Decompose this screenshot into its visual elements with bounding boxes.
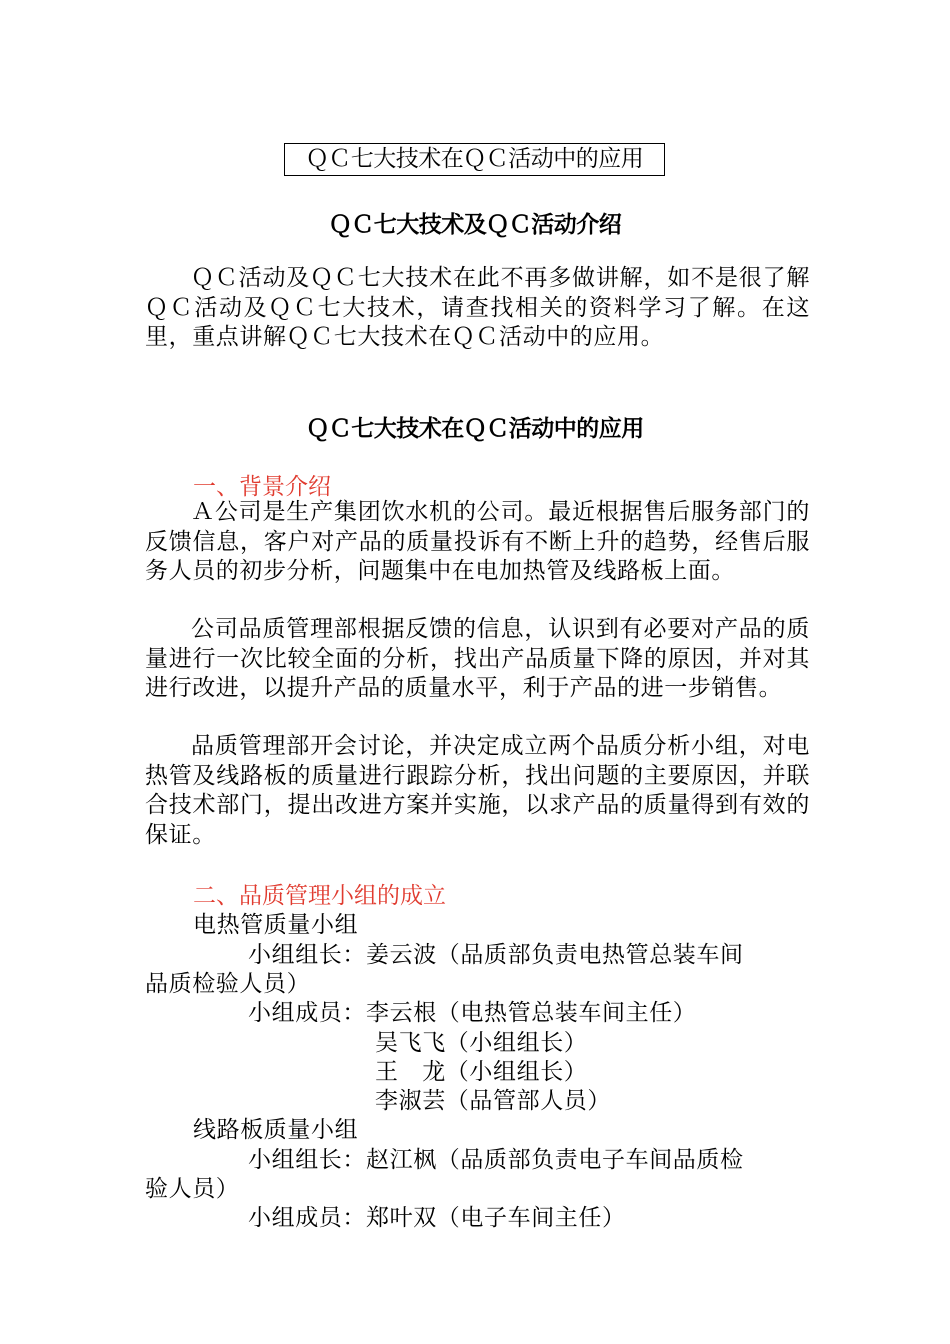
group2-name: 线路板质量小组 <box>193 1117 359 1143</box>
group1-name: 电热管质量小组 <box>193 912 359 938</box>
section1-paragraph-2: 公司品质管理部根据反馈的信息，认识到有必要对产品的质量进行一次比较全面的分析，找出产品质量下降的原因，并对其进行改进，以提升产品的质量水平，利于产品的进一步销售。 <box>145 616 810 701</box>
group1-members-line: 小组成员：李云根（电热管总装车间主任） <box>248 1000 697 1026</box>
group2-leader-line2: 验人员） <box>145 1176 240 1202</box>
group1-member-3: 王 龙（小组组长） <box>375 1059 588 1085</box>
boxed-document-title: ＱＣ七大技术在ＱＣ活动中的应用 <box>284 143 665 176</box>
section1-title: 一、背景介绍 <box>193 474 331 500</box>
section1-paragraph-3: 品质管理部开会讨论，并决定成立两个品质分析小组，对电热管及线路板的质量进行跟踪分析，找出问题的主要原因，并联合技术部门，提出改进方案并实施，以求产品的质量得到有效的保证。 <box>145 733 810 848</box>
section2-title: 二、品质管理小组的成立 <box>193 883 446 909</box>
group1-leader-line2: 品质检验人员） <box>145 971 311 997</box>
group1-member-4: 李淑芸（品管部人员） <box>375 1088 611 1114</box>
intro-paragraph: ＱＣ活动及ＱＣ七大技术在此不再多做讲解，如不是很了解ＱＣ活动及ＱＣ七大技术，请查找相关的资料学习了解。在这里，重点讲解ＱＣ七大技术在ＱＣ活动中的应用。 <box>145 265 810 350</box>
group2-members-line: 小组成员：郑叶双（电子车间主任） <box>248 1205 626 1231</box>
group1-member-2: 吴飞飞（小组组长） <box>375 1030 588 1056</box>
group1-leader-line1: 小组组长：姜云波（品质部负责电热管总装车间 <box>248 942 744 968</box>
group2-leader-line1: 小组组长：赵江枫（品质部负责电子车间品质检 <box>248 1147 744 1173</box>
section1-paragraph-1: Ａ公司是生产集团饮水机的公司。最近根据售后服务部门的反馈信息，客户对产品的质量投诉有不断上升的趋势，经售后服务人员的初步分析，问题集中在电加热管及线路板上面。 <box>145 499 810 584</box>
heading-intro: ＱＣ七大技术及ＱＣ活动介绍 <box>328 212 622 238</box>
heading-application: ＱＣ七大技术在ＱＣ活动中的应用 <box>306 416 644 442</box>
